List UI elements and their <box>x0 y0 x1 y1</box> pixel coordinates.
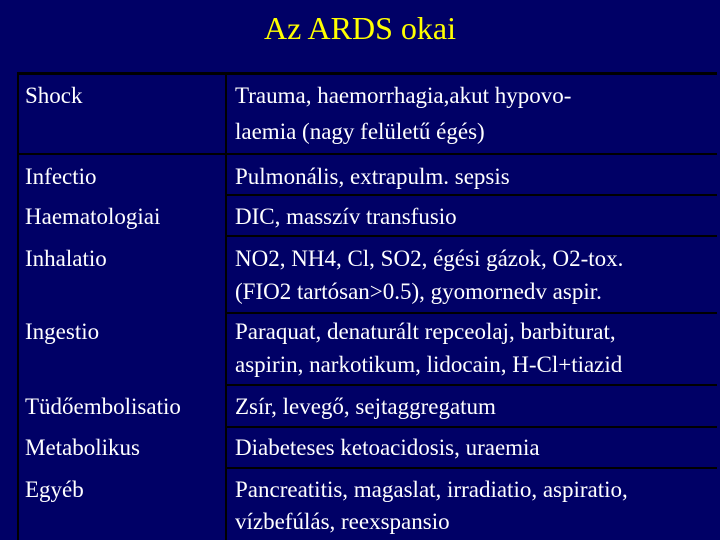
row-text-inhalatio-line1: NO2, NH4, Cl, SO2, égési gázok, O2-tox. <box>235 246 624 271</box>
row-text-metabolikus: Diabeteses ketoacidosis, uraemia <box>235 435 540 460</box>
row-label-inhalatio: Inhalatio <box>25 246 107 271</box>
row-text-haematologiai: DIC, masszív transfusio <box>235 204 457 229</box>
row-text-egyeb-line2: vízbefúlás, reexspansio <box>235 509 450 534</box>
slide-title: Az ARDS okai <box>264 10 456 46</box>
row-label-tudoembolisatio: Tüdőembolisatio <box>25 394 181 419</box>
row-label-ingestio: Ingestio <box>25 319 100 344</box>
column-divider <box>225 72 227 540</box>
row-label-shock: Shock <box>25 83 83 108</box>
row-text-ingestio-line2: aspirin, narkotikum, lidocain, H-Cl+tiazid <box>235 352 623 377</box>
row-text-infectio: Pulmonális, extrapulm. sepsis <box>235 164 510 189</box>
row-text-shock-line2: laemia (nagy felületű égés) <box>235 119 485 144</box>
row-text-shock-line1: Trauma, haemorrhagia,akut hypovo- <box>235 83 572 108</box>
row-text-inhalatio-line2: (FIO2 tartósan>0.5), gyomornedv aspir. <box>235 279 602 304</box>
row-label-haematologiai: Haematologiai <box>25 204 161 229</box>
row-label-egyeb: Egyéb <box>25 477 84 502</box>
row-divider <box>17 153 717 155</box>
row-label-infectio: Infectio <box>25 164 97 189</box>
row-text-egyeb-line1: Pancreatitis, magaslat, irradiatio, aspiratio, <box>235 477 628 502</box>
row-text-ingestio-line1: Paraquat, denaturált repceolaj, barbiturat, <box>235 319 616 344</box>
row-label-metabolikus: Metabolikus <box>25 435 140 460</box>
row-text-tudoembolisatio: Zsír, levegő, sejtaggregatum <box>235 394 496 419</box>
